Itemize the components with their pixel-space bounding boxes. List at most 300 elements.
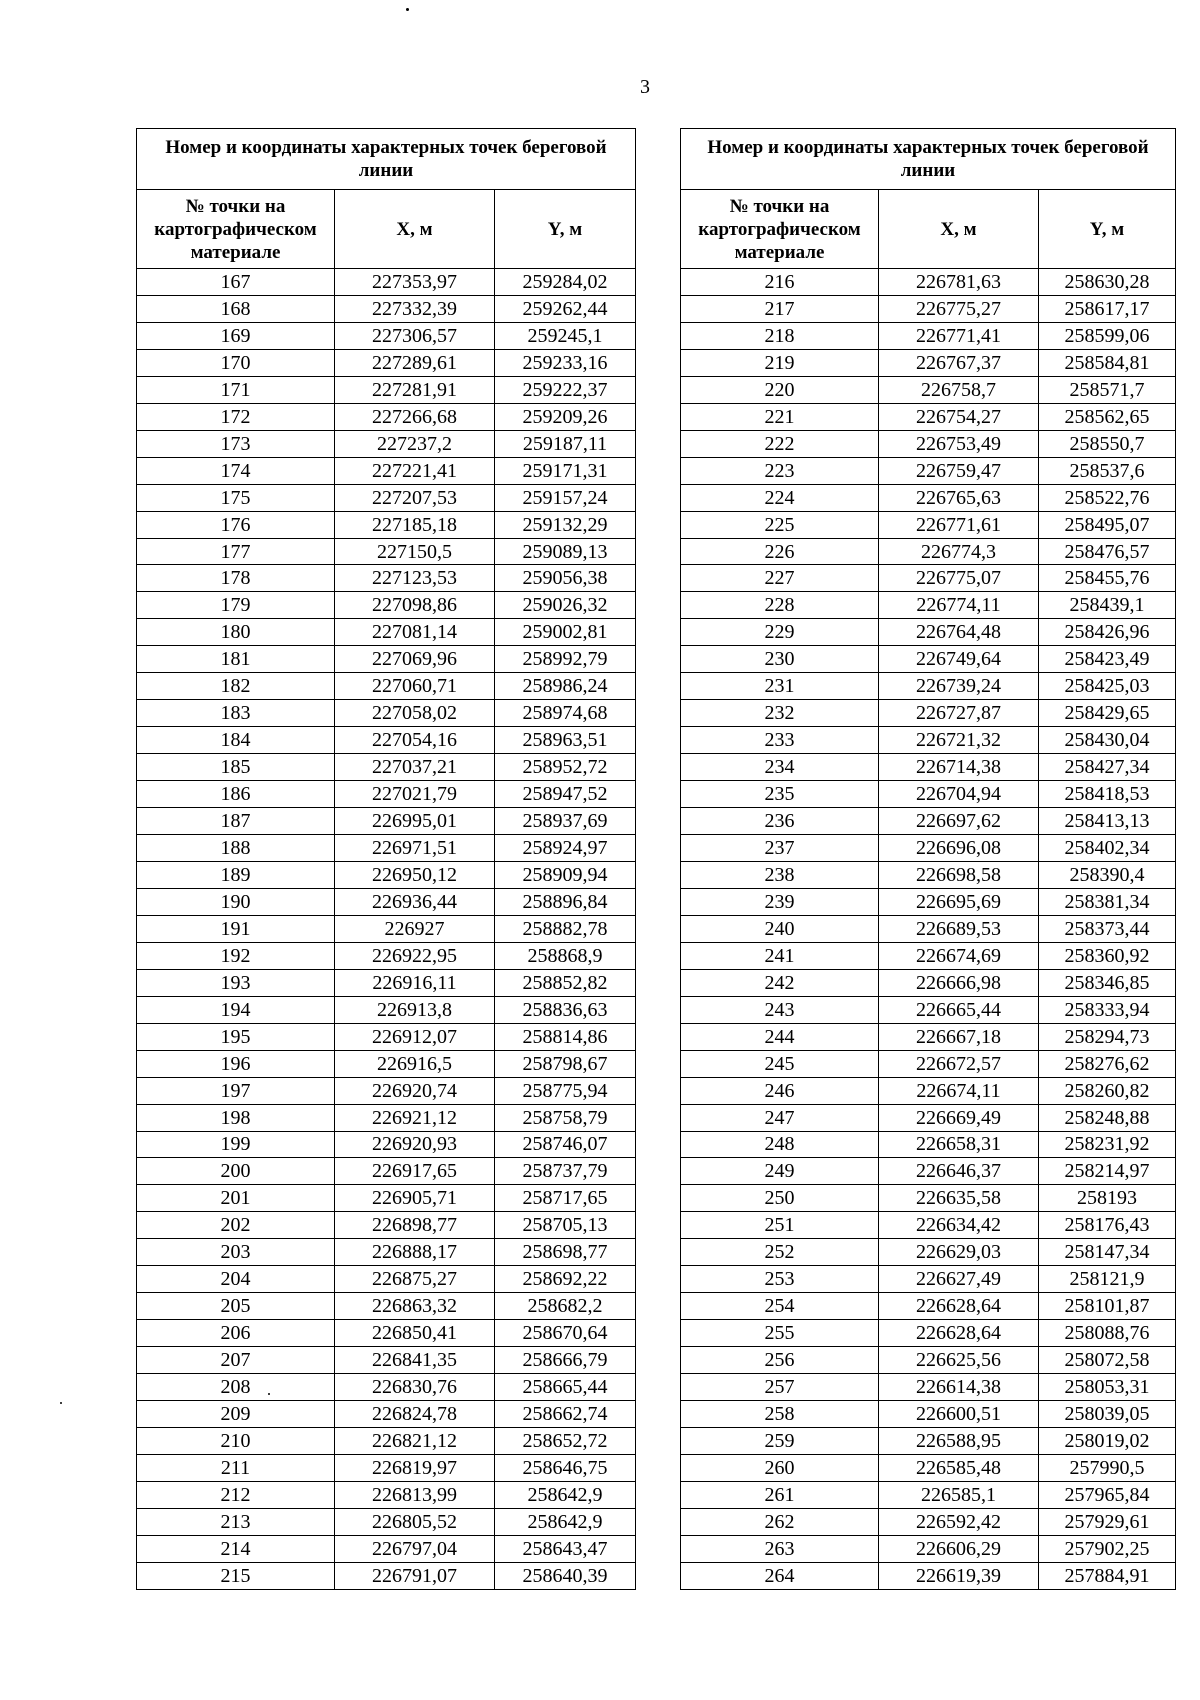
y-coordinate-cell: 258617,17 xyxy=(1039,295,1176,322)
x-coordinate-cell: 227037,21 xyxy=(335,754,495,781)
y-coordinate-cell: 258909,94 xyxy=(495,861,636,888)
x-coordinate-cell: 226658,31 xyxy=(879,1131,1039,1158)
y-coordinate-cell: 258698,77 xyxy=(495,1239,636,1266)
y-coordinate-cell: 258101,87 xyxy=(1039,1293,1176,1320)
y-coordinate-cell: 258019,02 xyxy=(1039,1427,1176,1454)
y-coordinate-cell: 258495,07 xyxy=(1039,511,1176,538)
x-coordinate-cell: 226635,58 xyxy=(879,1185,1039,1212)
y-coordinate-cell: 257929,61 xyxy=(1039,1508,1176,1535)
x-coordinate-cell: 226754,27 xyxy=(879,403,1039,430)
point-number-cell: 239 xyxy=(681,888,879,915)
point-number-cell: 207 xyxy=(137,1347,335,1374)
y-coordinate-cell: 258346,85 xyxy=(1039,969,1176,996)
x-coordinate-cell: 226775,07 xyxy=(879,565,1039,592)
y-coordinate-cell: 258418,53 xyxy=(1039,781,1176,808)
table-row xyxy=(137,1185,636,1212)
x-coordinate-cell: 226739,24 xyxy=(879,673,1039,700)
point-number-cell: 220 xyxy=(681,376,879,403)
column-header-point: № точки на картографическом материале xyxy=(137,190,335,269)
y-coordinate-cell: 258413,13 xyxy=(1039,808,1176,835)
table-row xyxy=(137,888,636,915)
point-number-cell: 264 xyxy=(681,1562,879,1589)
table-row xyxy=(137,835,636,862)
y-coordinate-cell: 258646,75 xyxy=(495,1454,636,1481)
table-row xyxy=(137,295,636,322)
x-coordinate-cell: 227237,2 xyxy=(335,430,495,457)
y-coordinate-cell: 258705,13 xyxy=(495,1212,636,1239)
table-row xyxy=(681,376,1176,403)
y-coordinate-cell: 257884,91 xyxy=(1039,1562,1176,1589)
table-row xyxy=(681,888,1176,915)
table-row xyxy=(137,808,636,835)
x-coordinate-cell: 226913,8 xyxy=(335,996,495,1023)
scan-speck xyxy=(406,8,409,11)
point-number-cell: 250 xyxy=(681,1185,879,1212)
y-coordinate-cell: 258682,2 xyxy=(495,1293,636,1320)
point-number-cell: 177 xyxy=(137,538,335,565)
table-row xyxy=(681,915,1176,942)
x-coordinate-cell: 226669,49 xyxy=(879,1104,1039,1131)
point-number-cell: 196 xyxy=(137,1050,335,1077)
point-number-cell: 178 xyxy=(137,565,335,592)
column-header-point: № точки на картографическом материале xyxy=(681,190,879,269)
y-coordinate-cell: 258476,57 xyxy=(1039,538,1176,565)
y-coordinate-cell: 259132,29 xyxy=(495,511,636,538)
y-coordinate-cell: 258360,92 xyxy=(1039,942,1176,969)
y-coordinate-cell: 257965,84 xyxy=(1039,1481,1176,1508)
table-row xyxy=(137,349,636,376)
point-number-cell: 223 xyxy=(681,457,879,484)
point-number-cell: 262 xyxy=(681,1508,879,1535)
y-coordinate-cell: 258670,64 xyxy=(495,1320,636,1347)
x-coordinate-cell: 226721,32 xyxy=(879,727,1039,754)
table-row xyxy=(681,349,1176,376)
table-row xyxy=(137,915,636,942)
table-row xyxy=(137,1212,636,1239)
x-coordinate-cell: 226764,48 xyxy=(879,619,1039,646)
x-coordinate-cell: 226629,03 xyxy=(879,1239,1039,1266)
x-coordinate-cell: 226695,69 xyxy=(879,888,1039,915)
table-row xyxy=(681,673,1176,700)
point-number-cell: 200 xyxy=(137,1158,335,1185)
y-coordinate-cell: 258193 xyxy=(1039,1185,1176,1212)
table-row xyxy=(681,484,1176,511)
x-coordinate-cell: 226714,38 xyxy=(879,754,1039,781)
table-row xyxy=(681,538,1176,565)
point-number-cell: 252 xyxy=(681,1239,879,1266)
y-coordinate-cell: 257902,25 xyxy=(1039,1535,1176,1562)
y-coordinate-cell: 258937,69 xyxy=(495,808,636,835)
x-coordinate-cell: 226585,1 xyxy=(879,1481,1039,1508)
x-coordinate-cell: 226920,74 xyxy=(335,1077,495,1104)
point-number-cell: 199 xyxy=(137,1131,335,1158)
point-number-cell: 191 xyxy=(137,915,335,942)
x-coordinate-cell: 226614,38 xyxy=(879,1374,1039,1401)
x-coordinate-cell: 226912,07 xyxy=(335,1023,495,1050)
table-row xyxy=(137,727,636,754)
x-coordinate-cell: 226995,01 xyxy=(335,808,495,835)
table-row xyxy=(137,322,636,349)
table-row xyxy=(137,1104,636,1131)
y-coordinate-cell: 258717,65 xyxy=(495,1185,636,1212)
point-number-cell: 202 xyxy=(137,1212,335,1239)
x-coordinate-cell: 226819,97 xyxy=(335,1454,495,1481)
x-coordinate-cell: 227021,79 xyxy=(335,781,495,808)
x-coordinate-cell: 226606,29 xyxy=(879,1535,1039,1562)
y-coordinate-cell: 258571,7 xyxy=(1039,376,1176,403)
point-number-cell: 184 xyxy=(137,727,335,754)
x-coordinate-cell: 226674,11 xyxy=(879,1077,1039,1104)
table-row xyxy=(137,1535,636,1562)
point-number-cell: 213 xyxy=(137,1508,335,1535)
table-row xyxy=(137,1266,636,1293)
point-number-cell: 241 xyxy=(681,942,879,969)
table-row xyxy=(681,942,1176,969)
table-row xyxy=(137,484,636,511)
x-coordinate-cell: 226916,5 xyxy=(335,1050,495,1077)
y-coordinate-cell: 258974,68 xyxy=(495,700,636,727)
point-number-cell: 182 xyxy=(137,673,335,700)
y-coordinate-cell: 258882,78 xyxy=(495,915,636,942)
x-coordinate-cell: 226920,93 xyxy=(335,1131,495,1158)
point-number-cell: 242 xyxy=(681,969,879,996)
point-number-cell: 251 xyxy=(681,1212,879,1239)
point-number-cell: 210 xyxy=(137,1427,335,1454)
y-coordinate-cell: 259026,32 xyxy=(495,592,636,619)
table-row xyxy=(681,1293,1176,1320)
table-row xyxy=(137,430,636,457)
y-coordinate-cell: 258430,04 xyxy=(1039,727,1176,754)
point-number-cell: 235 xyxy=(681,781,879,808)
table-row xyxy=(681,1239,1176,1266)
table-row xyxy=(681,430,1176,457)
y-coordinate-cell: 258642,9 xyxy=(495,1481,636,1508)
table-row xyxy=(137,646,636,673)
point-number-cell: 211 xyxy=(137,1454,335,1481)
x-coordinate-cell: 227306,57 xyxy=(335,322,495,349)
table-row xyxy=(137,1562,636,1589)
table-row xyxy=(681,1508,1176,1535)
y-coordinate-cell: 258373,44 xyxy=(1039,915,1176,942)
table-row xyxy=(681,646,1176,673)
y-coordinate-cell: 258426,96 xyxy=(1039,619,1176,646)
table-row xyxy=(681,1427,1176,1454)
table-row xyxy=(681,1320,1176,1347)
point-number-cell: 244 xyxy=(681,1023,879,1050)
table-row xyxy=(681,808,1176,835)
x-coordinate-cell: 226771,61 xyxy=(879,511,1039,538)
point-number-cell: 206 xyxy=(137,1320,335,1347)
table-row xyxy=(681,1212,1176,1239)
table-title: Номер и координаты характерных точек береговой линии xyxy=(681,129,1176,190)
y-coordinate-cell: 258214,97 xyxy=(1039,1158,1176,1185)
y-coordinate-cell: 258642,9 xyxy=(495,1508,636,1535)
x-coordinate-cell: 226850,41 xyxy=(335,1320,495,1347)
point-number-cell: 225 xyxy=(681,511,879,538)
point-number-cell: 168 xyxy=(137,295,335,322)
x-coordinate-cell: 226627,49 xyxy=(879,1266,1039,1293)
table-row xyxy=(681,700,1176,727)
table-row xyxy=(137,1401,636,1428)
y-coordinate-cell: 258758,79 xyxy=(495,1104,636,1131)
table-row xyxy=(681,1131,1176,1158)
point-number-cell: 215 xyxy=(137,1562,335,1589)
x-coordinate-cell: 226927 xyxy=(335,915,495,942)
y-coordinate-cell: 258599,06 xyxy=(1039,322,1176,349)
y-coordinate-cell: 258429,65 xyxy=(1039,700,1176,727)
coordinates-table-right xyxy=(680,128,1176,1590)
point-number-cell: 204 xyxy=(137,1266,335,1293)
table-row xyxy=(137,511,636,538)
y-coordinate-cell: 258231,92 xyxy=(1039,1131,1176,1158)
table-row xyxy=(681,861,1176,888)
point-number-cell: 224 xyxy=(681,484,879,511)
y-coordinate-cell: 258775,94 xyxy=(495,1077,636,1104)
point-number-cell: 228 xyxy=(681,592,879,619)
x-coordinate-cell: 226749,64 xyxy=(879,646,1039,673)
point-number-cell: 254 xyxy=(681,1293,879,1320)
x-coordinate-cell: 226628,64 xyxy=(879,1293,1039,1320)
column-header-x: X, м xyxy=(335,190,495,269)
table-row xyxy=(137,269,636,296)
table-row xyxy=(681,1023,1176,1050)
table-row xyxy=(137,996,636,1023)
table-row xyxy=(137,781,636,808)
table-row xyxy=(137,565,636,592)
x-coordinate-cell: 226666,98 xyxy=(879,969,1039,996)
y-coordinate-cell: 258992,79 xyxy=(495,646,636,673)
table-row xyxy=(137,754,636,781)
x-coordinate-cell: 227081,14 xyxy=(335,619,495,646)
point-number-cell: 171 xyxy=(137,376,335,403)
point-number-cell: 185 xyxy=(137,754,335,781)
x-coordinate-cell: 226600,51 xyxy=(879,1401,1039,1428)
table-row xyxy=(137,1158,636,1185)
y-coordinate-cell: 258522,76 xyxy=(1039,484,1176,511)
x-coordinate-cell: 227332,39 xyxy=(335,295,495,322)
point-number-cell: 216 xyxy=(681,269,879,296)
point-number-cell: 195 xyxy=(137,1023,335,1050)
point-number-cell: 189 xyxy=(137,861,335,888)
table-row xyxy=(137,403,636,430)
table-row xyxy=(137,1131,636,1158)
point-number-cell: 194 xyxy=(137,996,335,1023)
table-row xyxy=(681,511,1176,538)
point-number-cell: 247 xyxy=(681,1104,879,1131)
y-coordinate-cell: 259089,13 xyxy=(495,538,636,565)
table-row xyxy=(681,996,1176,1023)
point-number-cell: 218 xyxy=(681,322,879,349)
x-coordinate-cell: 226863,32 xyxy=(335,1293,495,1320)
table-row xyxy=(137,1239,636,1266)
y-coordinate-cell: 258121,9 xyxy=(1039,1266,1176,1293)
x-coordinate-cell: 226698,58 xyxy=(879,861,1039,888)
point-number-cell: 234 xyxy=(681,754,879,781)
table-row xyxy=(681,619,1176,646)
table-row xyxy=(681,1077,1176,1104)
table-title: Номер и координаты характерных точек береговой линии xyxy=(137,129,636,190)
y-coordinate-cell: 259002,81 xyxy=(495,619,636,646)
x-coordinate-cell: 226646,37 xyxy=(879,1158,1039,1185)
point-number-cell: 257 xyxy=(681,1374,879,1401)
table-row xyxy=(137,1508,636,1535)
point-number-cell: 176 xyxy=(137,511,335,538)
point-number-cell: 233 xyxy=(681,727,879,754)
x-coordinate-cell: 226767,37 xyxy=(879,349,1039,376)
y-coordinate-cell: 258537,6 xyxy=(1039,457,1176,484)
table-row xyxy=(681,1374,1176,1401)
x-coordinate-cell: 227185,18 xyxy=(335,511,495,538)
x-coordinate-cell: 226619,39 xyxy=(879,1562,1039,1589)
point-number-cell: 245 xyxy=(681,1050,879,1077)
table-row xyxy=(137,673,636,700)
table-row xyxy=(681,727,1176,754)
point-number-cell: 261 xyxy=(681,1481,879,1508)
y-coordinate-cell: 258584,81 xyxy=(1039,349,1176,376)
table-row xyxy=(137,1427,636,1454)
x-coordinate-cell: 226805,52 xyxy=(335,1508,495,1535)
table-row xyxy=(681,1266,1176,1293)
table-body xyxy=(137,269,636,1590)
point-number-cell: 231 xyxy=(681,673,879,700)
point-number-cell: 253 xyxy=(681,1266,879,1293)
table-row xyxy=(137,861,636,888)
table-row xyxy=(137,1320,636,1347)
y-coordinate-cell: 259284,02 xyxy=(495,269,636,296)
y-coordinate-cell: 258952,72 xyxy=(495,754,636,781)
table-row xyxy=(681,835,1176,862)
table-row xyxy=(681,781,1176,808)
y-coordinate-cell: 258381,34 xyxy=(1039,888,1176,915)
x-coordinate-cell: 226905,71 xyxy=(335,1185,495,1212)
x-coordinate-cell: 226625,56 xyxy=(879,1347,1039,1374)
point-number-cell: 229 xyxy=(681,619,879,646)
y-coordinate-cell: 258053,31 xyxy=(1039,1374,1176,1401)
point-number-cell: 187 xyxy=(137,808,335,835)
x-coordinate-cell: 227069,96 xyxy=(335,646,495,673)
point-number-cell: 181 xyxy=(137,646,335,673)
x-coordinate-cell: 227266,68 xyxy=(335,403,495,430)
table-body xyxy=(681,269,1176,1590)
table-row xyxy=(137,1481,636,1508)
point-number-cell: 190 xyxy=(137,888,335,915)
point-number-cell: 212 xyxy=(137,1481,335,1508)
x-coordinate-cell: 226971,51 xyxy=(335,835,495,862)
y-coordinate-cell: 258147,34 xyxy=(1039,1239,1176,1266)
table-row xyxy=(137,538,636,565)
point-number-cell: 243 xyxy=(681,996,879,1023)
point-number-cell: 208 xyxy=(137,1374,335,1401)
point-number-cell: 232 xyxy=(681,700,879,727)
x-coordinate-cell: 226667,18 xyxy=(879,1023,1039,1050)
x-coordinate-cell: 227150,5 xyxy=(335,538,495,565)
table-row xyxy=(681,1454,1176,1481)
y-coordinate-cell: 258947,52 xyxy=(495,781,636,808)
x-coordinate-cell: 226917,65 xyxy=(335,1158,495,1185)
x-coordinate-cell: 227123,53 xyxy=(335,565,495,592)
y-coordinate-cell: 258333,94 xyxy=(1039,996,1176,1023)
point-number-cell: 226 xyxy=(681,538,879,565)
x-coordinate-cell: 226888,17 xyxy=(335,1239,495,1266)
point-number-cell: 258 xyxy=(681,1401,879,1428)
point-number-cell: 209 xyxy=(137,1401,335,1428)
x-coordinate-cell: 226921,12 xyxy=(335,1104,495,1131)
y-coordinate-cell: 258814,86 xyxy=(495,1023,636,1050)
x-coordinate-cell: 226813,99 xyxy=(335,1481,495,1508)
y-coordinate-cell: 259171,31 xyxy=(495,457,636,484)
y-coordinate-cell: 258643,47 xyxy=(495,1535,636,1562)
point-number-cell: 227 xyxy=(681,565,879,592)
table-row xyxy=(681,1185,1176,1212)
point-number-cell: 201 xyxy=(137,1185,335,1212)
x-coordinate-cell: 226585,48 xyxy=(879,1454,1039,1481)
x-coordinate-cell: 226689,53 xyxy=(879,915,1039,942)
point-number-cell: 203 xyxy=(137,1239,335,1266)
y-coordinate-cell: 259233,16 xyxy=(495,349,636,376)
table-row xyxy=(137,376,636,403)
x-coordinate-cell: 226672,57 xyxy=(879,1050,1039,1077)
y-coordinate-cell: 259157,24 xyxy=(495,484,636,511)
table-row xyxy=(137,1347,636,1374)
table-row xyxy=(681,592,1176,619)
table-row xyxy=(681,269,1176,296)
x-coordinate-cell: 226704,94 xyxy=(879,781,1039,808)
point-number-cell: 214 xyxy=(137,1535,335,1562)
y-coordinate-cell: 259262,44 xyxy=(495,295,636,322)
y-coordinate-cell: 258630,28 xyxy=(1039,269,1176,296)
point-number-cell: 221 xyxy=(681,403,879,430)
x-coordinate-cell: 226797,04 xyxy=(335,1535,495,1562)
y-coordinate-cell: 258248,88 xyxy=(1039,1104,1176,1131)
x-coordinate-cell: 226765,63 xyxy=(879,484,1039,511)
y-coordinate-cell: 258640,39 xyxy=(495,1562,636,1589)
page-number: 3 xyxy=(640,76,650,98)
y-coordinate-cell: 258737,79 xyxy=(495,1158,636,1185)
table-row xyxy=(681,1562,1176,1589)
y-coordinate-cell: 258963,51 xyxy=(495,727,636,754)
table-row xyxy=(681,295,1176,322)
x-coordinate-cell: 226775,27 xyxy=(879,295,1039,322)
x-coordinate-cell: 226774,3 xyxy=(879,538,1039,565)
coordinates-table-left xyxy=(136,128,636,1590)
y-coordinate-cell: 258294,73 xyxy=(1039,1023,1176,1050)
table-row xyxy=(137,969,636,996)
column-header-y: Y, м xyxy=(1039,190,1176,269)
x-coordinate-cell: 226830,76 xyxy=(335,1374,495,1401)
table-row xyxy=(681,754,1176,781)
point-number-cell: 205 xyxy=(137,1293,335,1320)
table-row xyxy=(681,403,1176,430)
y-coordinate-cell: 258276,62 xyxy=(1039,1050,1176,1077)
column-header-y: Y, м xyxy=(495,190,636,269)
y-coordinate-cell: 258427,34 xyxy=(1039,754,1176,781)
x-coordinate-cell: 226674,69 xyxy=(879,942,1039,969)
x-coordinate-cell: 226898,77 xyxy=(335,1212,495,1239)
y-coordinate-cell: 258423,49 xyxy=(1039,646,1176,673)
point-number-cell: 167 xyxy=(137,269,335,296)
point-number-cell: 222 xyxy=(681,430,879,457)
x-coordinate-cell: 226936,44 xyxy=(335,888,495,915)
x-coordinate-cell: 227353,97 xyxy=(335,269,495,296)
y-coordinate-cell: 258176,43 xyxy=(1039,1212,1176,1239)
y-coordinate-cell: 258662,74 xyxy=(495,1401,636,1428)
point-number-cell: 260 xyxy=(681,1454,879,1481)
x-coordinate-cell: 226696,08 xyxy=(879,835,1039,862)
x-coordinate-cell: 227060,71 xyxy=(335,673,495,700)
point-number-cell: 170 xyxy=(137,349,335,376)
y-coordinate-cell: 258666,79 xyxy=(495,1347,636,1374)
x-coordinate-cell: 226875,27 xyxy=(335,1266,495,1293)
